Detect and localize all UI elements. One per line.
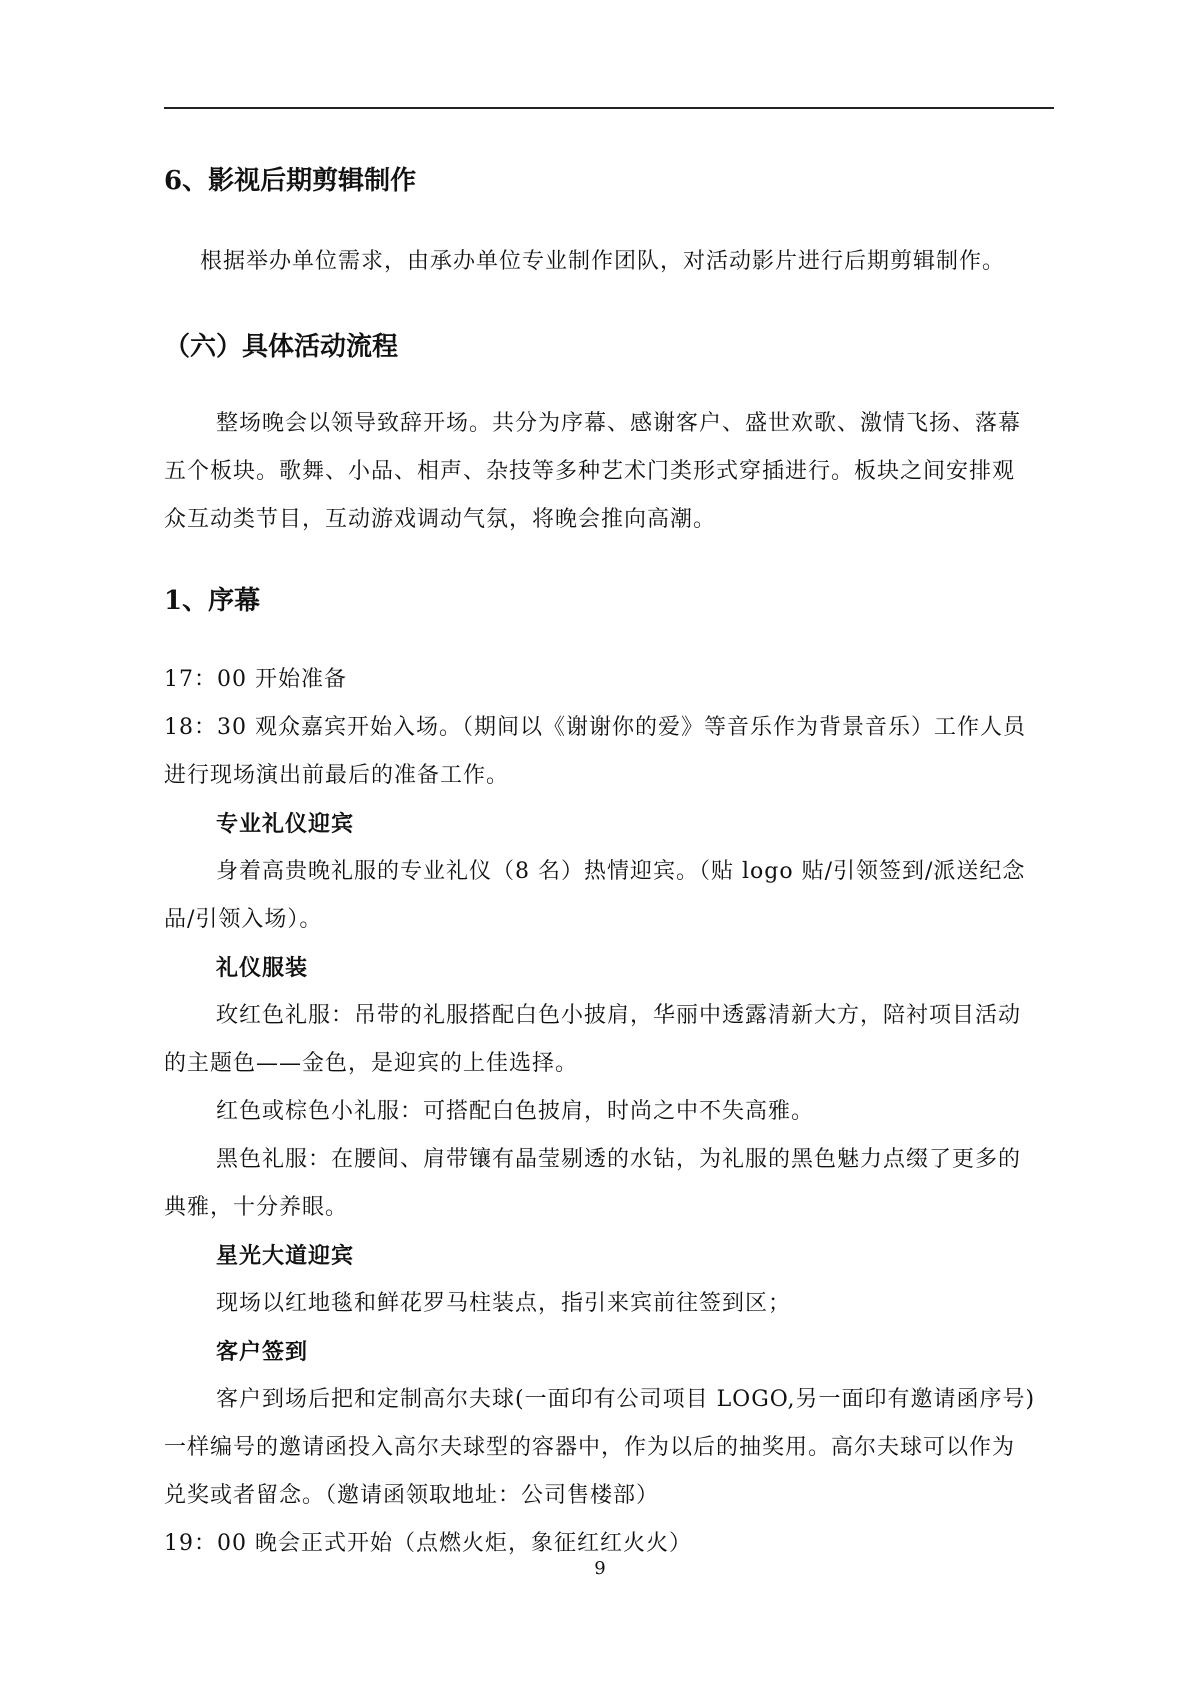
checkin-line: 一样编号的邀请函投入高尔夫球型的容器中，作为以后的抽奖用。高尔夫球可以作为 bbox=[164, 1435, 1016, 1460]
paragraph-intro bbox=[164, 400, 1021, 544]
heading-post-production: 6、影视后期剪辑制作 bbox=[164, 166, 417, 196]
time-1700: 17：00 开始准备 bbox=[164, 667, 347, 692]
etiquette-line: 品/引领入场）。 bbox=[164, 907, 323, 932]
subheading-red-carpet: 星光大道迎宾 bbox=[216, 1243, 355, 1269]
section-title-activity-flow: （六）具体活动流程 bbox=[164, 332, 399, 362]
checkin-line: 兑奖或者留念。（邀请函领取地址：公司售楼部） bbox=[164, 1483, 660, 1508]
checkin-line: 客户到场后把和定制高尔夫球(一面印有公司项目 LOGO,另一面印有邀请函序号) bbox=[216, 1387, 1036, 1412]
heading-prologue: 1、序幕 bbox=[164, 586, 261, 616]
etiquette-line: 身着高贵晚礼服的专业礼仪（8 名）热情迎宾。（贴 logo 贴/引领签到/派送纪念 bbox=[216, 859, 1026, 884]
header-rule bbox=[164, 107, 1054, 109]
subheading-costume: 礼仪服装 bbox=[216, 955, 309, 981]
intro-line: 整场晚会以领导致辞开场。共分为序幕、感谢客户、盛世欢歌、激情飞扬、落幕 bbox=[216, 411, 1022, 436]
red-carpet-line: 现场以红地毯和鲜花罗马柱装点，指引来宾前往签到区； bbox=[216, 1291, 792, 1316]
rose-dress-line: 玫红色礼服：吊带的礼服搭配白色小披肩，华丽中透露清新大方，陪衬项目活动 bbox=[216, 1003, 1022, 1028]
page-number: 9 bbox=[594, 1558, 606, 1579]
subheading-checkin: 客户签到 bbox=[216, 1339, 309, 1365]
black-dress-line: 典雅，十分养眼。 bbox=[164, 1195, 349, 1220]
intro-line: 众互动类节目，互动游戏调动气氛，将晚会推向高潮。 bbox=[164, 507, 717, 532]
red-dress-line: 红色或棕色小礼服：可搭配白色披肩，时尚之中不失高雅。 bbox=[216, 1099, 815, 1124]
time-1900: 19：00 晚会正式开始（点燃火炬，象征红红火火） bbox=[164, 1531, 692, 1556]
black-dress-line: 黑色礼服：在腰间、肩带镶有晶莹剔透的水钻，为礼服的黑色魅力点缀了更多的 bbox=[216, 1147, 1022, 1172]
time-1830-line: 进行现场演出前最后的准备工作。 bbox=[164, 763, 510, 788]
intro-line: 五个板块。歌舞、小品、相声、杂技等多种艺术门类形式穿插进行。板块之间安排观 bbox=[164, 459, 1016, 484]
subheading-etiquette: 专业礼仪迎宾 bbox=[216, 811, 355, 837]
rose-dress-line: 的主题色——金色，是迎宾的上佳选择。 bbox=[164, 1051, 579, 1076]
paragraph-post-production: 根据举办单位需求，由承办单位专业制作团队，对活动影片进行后期剪辑制作。 bbox=[200, 249, 1006, 274]
time-1830-line: 18：30 观众嘉宾开始入场。（期间以《谢谢你的爱》等音乐作为背景音乐）工作人员 bbox=[164, 715, 1026, 740]
schedule-block bbox=[164, 656, 1035, 1568]
